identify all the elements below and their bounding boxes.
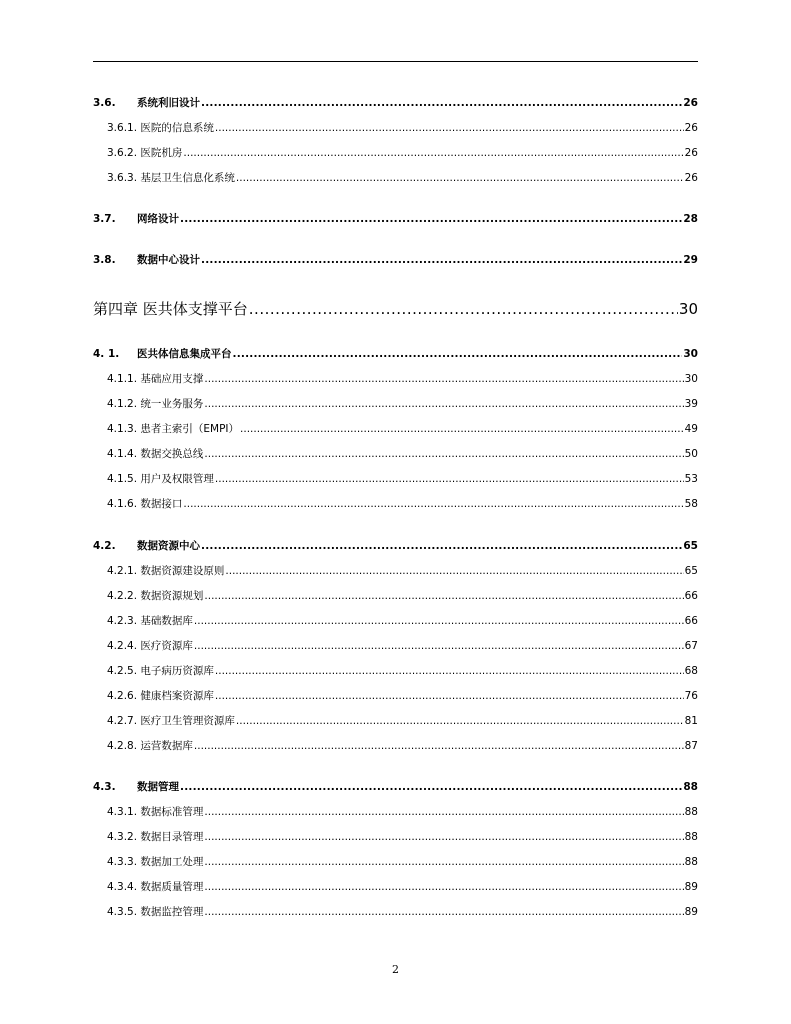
toc-title: 数据标准管理 [140,806,204,818]
toc-title: 数据资源建设原则 [140,565,225,577]
toc-leader-dots [215,122,684,134]
toc-number: 3.6.1. [107,122,138,134]
toc-number: 4.2.4. [107,640,138,652]
toc-sub-4-1-5[interactable] [93,471,698,486]
toc-page: 53 [684,473,698,485]
toc-number: 3.6. [93,97,116,109]
toc-title: 数据资源规划 [140,590,204,602]
toc-page: 26 [684,147,698,159]
toc-sub-4-2-2[interactable] [93,588,698,603]
toc-page: 89 [684,881,698,893]
toc-title: 医院机房 [140,147,183,159]
toc-section-4-3[interactable] [93,779,698,794]
toc-leader-dots [183,147,683,159]
toc-leader-dots [201,97,682,109]
toc-section-3-6[interactable] [93,95,698,110]
toc-number: 4.1.4. [107,448,138,460]
toc-chapter-4[interactable] [93,298,698,319]
toc-sub-4-2-4[interactable] [93,638,698,653]
toc-sub-4-1-3[interactable] [93,421,698,436]
toc-number: 4.1.6. [107,498,138,510]
toc-leader-dots [215,473,684,485]
toc-page: 58 [684,498,698,510]
toc-title: 数据监控管理 [140,906,204,918]
toc-title: 运营数据库 [140,740,193,752]
toc-page: 26 [683,97,698,109]
toc-leader-dots [204,590,683,602]
toc-leader-dots [183,498,683,510]
toc-leader-dots [194,740,684,752]
toc-leader-dots [249,300,678,318]
toc-title: 医共体信息集成平台 [137,348,232,360]
toc-page: 30 [678,300,698,318]
toc-number: 4.2. [93,540,116,552]
toc-section-3-8[interactable] [93,252,698,267]
toc-title: 基础数据库 [140,615,193,627]
toc-leader-dots [204,398,683,410]
toc-sub-4-1-1[interactable] [93,371,698,386]
toc-number: 4.2.3. [107,615,138,627]
toc-title: 医疗卫生管理资源库 [140,715,235,727]
toc-leader-dots [236,172,684,184]
toc-number: 4.3.2. [107,831,138,843]
toc-number: 4.3.1. [107,806,138,818]
toc-leader-dots [240,423,684,435]
toc-sub-4-2-3[interactable] [93,613,698,628]
toc-number: 4.2.1. [107,565,138,577]
toc-page: 87 [684,740,698,752]
toc-leader-dots [236,715,684,727]
toc-leader-dots [225,565,683,577]
toc-sub-3-6-2[interactable] [93,145,698,160]
toc-number: 4.2.6. [107,690,138,702]
toc-page: 88 [683,781,698,793]
toc-number: 4. 1. [93,348,120,360]
toc-title: 基层卫生信息化系统 [140,172,235,184]
toc-page: 68 [684,665,698,677]
toc-page: 39 [684,398,698,410]
toc-number: 4.1.5. [107,473,138,485]
toc-sub-4-2-7[interactable] [93,713,698,728]
toc-title: 网络设计 [137,213,179,225]
toc-number: 4.3.5. [107,906,138,918]
toc-number: 4.1.1. [107,373,138,385]
toc-sub-4-1-4[interactable] [93,446,698,461]
toc-title: 用户及权限管理 [140,473,214,485]
toc-page: 26 [684,122,698,134]
toc-number: 4.3.4. [107,881,138,893]
toc-number: 3.6.2. [107,147,138,159]
toc-leader-dots [204,373,683,385]
toc-leader-dots [201,254,682,266]
toc-sub-4-3-5[interactable] [93,904,698,919]
toc-page: 29 [683,254,698,266]
toc-title: 数据目录管理 [140,831,204,843]
toc-section-4-2[interactable] [93,538,698,553]
toc-leader-dots [204,448,683,460]
toc-title: 系统利旧设计 [137,97,200,109]
toc-sub-4-2-8[interactable] [93,738,698,753]
toc-title: 医院的信息系统 [140,122,214,134]
toc-sub-4-1-6[interactable] [93,496,698,511]
toc-page: 65 [683,540,698,552]
toc-leader-dots [204,856,683,868]
toc-title: 医疗资源库 [140,640,193,652]
toc-title: 电子病历资源库 [140,665,214,677]
toc-leader-dots [180,781,682,793]
toc-page: 26 [684,172,698,184]
toc-title: 数据中心设计 [137,254,200,266]
toc-number: 4.3.3. [107,856,138,868]
toc-sub-4-3-3[interactable] [93,854,698,869]
toc-sub-4-2-6[interactable] [93,688,698,703]
toc-sub-3-6-1[interactable] [93,120,698,135]
toc-leader-dots [194,640,684,652]
toc-number: 4.1.3. [107,423,138,435]
toc-title: 第四章 医共体支撑平台 [93,300,248,318]
toc-page: 65 [684,565,698,577]
toc-page: 66 [684,615,698,627]
toc-page: 49 [684,423,698,435]
toc-number: 4.2.8. [107,740,138,752]
toc-section-3-7[interactable] [93,211,698,226]
toc-title: 数据质量管理 [140,881,204,893]
toc-sub-3-6-3[interactable] [93,170,698,185]
toc-number: 4.2.7. [107,715,138,727]
header-rule [93,61,698,62]
toc-title: 基础应用支撑 [140,373,204,385]
toc-leader-dots [201,540,682,552]
toc-sub-4-3-2[interactable] [93,829,698,844]
toc-page: 30 [684,373,698,385]
toc-page: 28 [683,213,698,225]
toc-number: 4.1.2. [107,398,138,410]
toc-leader-dots [204,806,683,818]
toc-leader-dots [180,213,682,225]
toc-leader-dots [233,348,683,360]
toc-page: 89 [684,906,698,918]
toc-page: 67 [684,640,698,652]
toc-number: 4.2.5. [107,665,138,677]
toc-number: 3.6.3. [107,172,138,184]
toc-page: 88 [684,856,698,868]
toc-title: 数据资源中心 [137,540,200,552]
toc-page: 50 [684,448,698,460]
toc-sub-4-3-4[interactable] [93,879,698,894]
toc-leader-dots [204,881,683,893]
page-number: 2 [392,963,399,976]
toc-title: 数据接口 [140,498,183,510]
toc-sub-4-3-1[interactable] [93,804,698,819]
toc-leader-dots [215,690,684,702]
toc-leader-dots [194,615,684,627]
toc-sub-4-1-2[interactable] [93,396,698,411]
toc-title: 数据管理 [137,781,179,793]
toc-number: 3.8. [93,254,116,266]
toc-leader-dots [204,906,683,918]
toc-sub-4-2-5[interactable] [93,663,698,678]
toc-page: 81 [684,715,698,727]
toc-number: 4.2.2. [107,590,138,602]
toc-title: 统一业务服务 [140,398,204,410]
toc-sub-4-2-1[interactable] [93,563,698,578]
toc-page: 66 [684,590,698,602]
toc-title: 数据加工处理 [140,856,204,868]
toc-page: 30 [683,348,698,360]
toc-number: 3.7. [93,213,116,225]
toc-section-4-1[interactable] [93,346,698,361]
toc-leader-dots [215,665,684,677]
toc-title: 健康档案资源库 [140,690,214,702]
toc-page: 76 [684,690,698,702]
toc-leader-dots [204,831,683,843]
toc-page: 88 [684,806,698,818]
toc-page: 88 [684,831,698,843]
toc-number: 4.3. [93,781,116,793]
toc-title: 数据交换总线 [140,448,204,460]
toc-title: 患者主索引（EMPI） [140,423,240,435]
